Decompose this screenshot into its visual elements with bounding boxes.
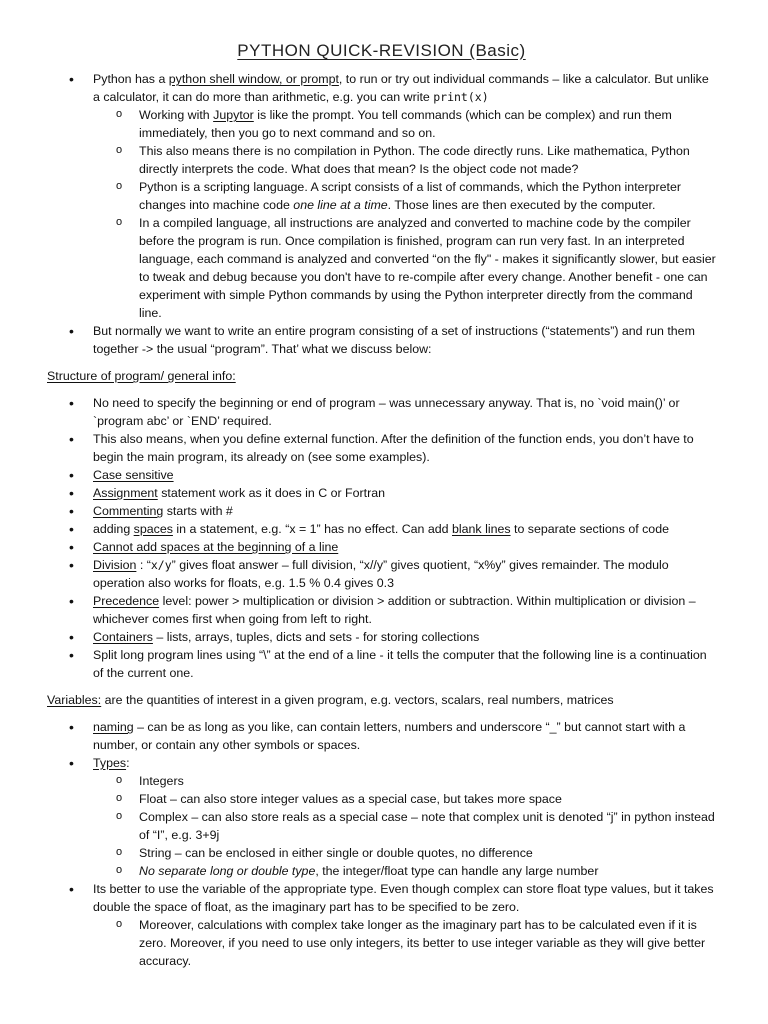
text-span: , to run or try out individual commands – like a calculator. But unlike a calculator, it can do more than arithmetic, e.g. you can write	[93, 72, 709, 104]
text-span: Working with	[139, 108, 214, 122]
sub-list-item: o Float – can also store integer values as a special case, but takes more space	[93, 790, 716, 808]
underlined-term: spaces	[133, 522, 173, 536]
list-item	[47, 718, 716, 754]
underlined-term: Precedence	[93, 594, 160, 608]
underlined-term: Types	[93, 756, 127, 770]
intro-list	[47, 70, 716, 358]
heading-text: Structure of program/ general info:	[47, 369, 236, 383]
inline-code: x/y	[150, 558, 172, 572]
text-span: : “	[136, 558, 151, 572]
text-span: . Those lines are then executed by the computer.	[387, 198, 656, 212]
italic-text: No separate long or double type	[139, 864, 316, 878]
list-item	[47, 592, 716, 628]
list-item: • This also means, when you define external function. After the definition of the function ends, you don’t have to begin the main program, its already on (see some examples).	[47, 430, 716, 466]
text-span: starts with #	[163, 504, 233, 518]
underlined-term: Assignment	[93, 486, 158, 500]
text-span: are the quantities of interest in a given program, e.g. vectors, scalars, real numbers, matrices	[101, 693, 614, 707]
sub-list-item	[93, 862, 716, 880]
text-span: statement work as it does in C or Fortran	[157, 486, 385, 500]
text-span: to separate sections of code	[510, 522, 669, 536]
types-list	[93, 772, 716, 880]
structure-list	[47, 394, 716, 682]
list-item: • Split long program lines using “\” at the end of a line - it tells the computer that the following line is a continuation of the current one.	[47, 646, 716, 682]
sub-list-item: o String – can be enclosed in either single or double quotes, no difference	[93, 844, 716, 862]
variables-list	[47, 718, 716, 970]
list-item	[47, 538, 716, 556]
list-item	[47, 880, 716, 970]
section-heading-variables	[47, 691, 716, 709]
underlined-term: naming	[93, 720, 134, 734]
text-span: , the integer/float type can handle any large number	[315, 864, 599, 878]
text-span: ” gives float answer – full division, “x//y” gives quotient, “x%y” gives remainder. The modulo operation also works for floats, e.g. 1.5 % 0.4 gives 0.3	[93, 558, 669, 590]
section-heading-structure	[47, 367, 716, 385]
underlined-term: blank lines	[452, 522, 511, 536]
sub-list	[93, 916, 716, 970]
sub-list-item: o In a compiled language, all instructions are analyzed and converted to machine code by the compiler before the program is run. Once compilation is finished, program can run very fast. In an interpreted language, each command is analyzed and converted “on the fly" - makes it significantly slower, but easier to tweak and debug because you don't have to re-compile after every change. Another benefit - one can experiment with simple Python commands by using the Python interpreter directly from the command line.	[93, 214, 716, 322]
underlined-term: Cannot add spaces at the beginning of a line	[93, 540, 339, 554]
list-item	[47, 628, 716, 646]
italic-text: one line at a time	[293, 198, 388, 212]
text-span: is like the prompt. You tell commands (which can be complex) and run them immediately, then you go to next command and so on.	[139, 108, 672, 140]
list-item	[47, 466, 716, 484]
list-item	[47, 520, 716, 538]
list-item	[47, 502, 716, 520]
sub-list-item	[93, 106, 716, 142]
sub-list-item: o Moreover, calculations with complex take longer as the imaginary part has to be calculated even if it is zero. Moreover, if you need to use only integers, its better to use integer variable as they will give better accuracy.	[93, 916, 716, 970]
text-span: – can be as long as you like, can contain letters, numbers and underscore “_” but cannot start with a number, or contain any other symbols or spaces.	[93, 720, 686, 752]
underlined-term: Jupytor	[213, 108, 254, 122]
list-item: • No need to specify the beginning or end of program – was unnecessary anyway. That is, no `void main()’ or `program abc’ or `END’ required.	[47, 394, 716, 430]
text-span: :	[126, 756, 130, 770]
text-span: level: power > multiplication or division > addition or subtraction. Within multiplication or division – whichever comes first when going from left to right.	[93, 594, 696, 626]
underlined-term: Commenting	[93, 504, 164, 518]
sub-list	[93, 106, 716, 322]
sub-list-item: o Integers	[93, 772, 716, 790]
sub-list-item	[93, 178, 716, 214]
list-item: • But normally we want to write an entire program consisting of a set of instructions (“statements”) and run them together -> the usual “program”. That’ what we discuss below:	[47, 322, 716, 358]
list-item	[47, 556, 716, 592]
list-item	[47, 754, 716, 880]
inline-code: print(x)	[433, 90, 489, 104]
text-span: – lists, arrays, tuples, dicts and sets - for storing collections	[152, 630, 480, 644]
text-span: Its better to use the variable of the appropriate type. Even though complex can store float type values, but it takes double the space of float, as the imaginary part has to be specified to be zero.	[93, 882, 714, 914]
page-title: PYTHON QUICK-REVISION (Basic)	[237, 41, 526, 60]
text-span: Python is a scripting language. A script consists of a list of commands, which the Python interpreter changes into machine code	[139, 180, 682, 212]
sub-list-item: o This also means there is no compilation in Python. The code directly runs. Like mathematica, Python directly interprets the code. What does that mean? Is the object code not made?	[93, 142, 716, 178]
text-span: in a statement, e.g. “x = 1” has no effect. Can add	[172, 522, 452, 536]
text-span: adding	[93, 522, 134, 536]
underlined-term: Division	[93, 558, 137, 572]
underlined-term: python shell window, or prompt	[168, 72, 339, 86]
list-item	[47, 70, 716, 322]
underlined-term: Case sensitive	[93, 468, 174, 482]
sub-list-item: o Complex – can also store reals as a special case – note that complex unit is denoted “j” in python instead of “I”, e.g. 3+9j	[93, 808, 716, 844]
list-item	[47, 484, 716, 502]
heading-text: Variables:	[47, 693, 102, 707]
underlined-term: Containers	[93, 630, 153, 644]
text-span: Python has a	[93, 72, 169, 86]
